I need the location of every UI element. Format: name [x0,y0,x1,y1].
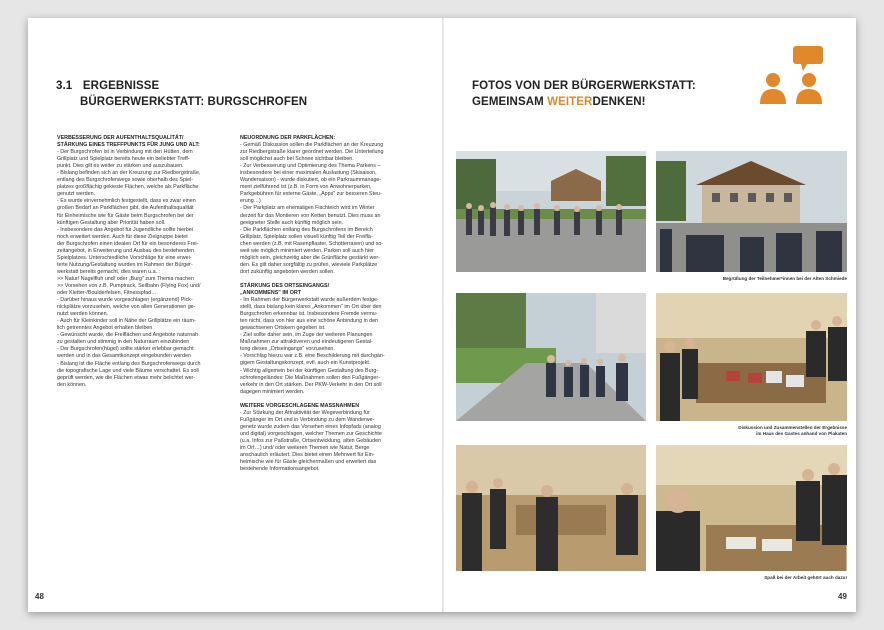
body-text-line: - Darüber hinaus wurde vorgeschlagen (ergänzend) Pick- [57,297,193,304]
col1-heading: STÄRKUNG EINES TREFFPUNKTS FÜR JUNG UND ALT: [57,142,200,149]
body-text-line: terte Nutzung/Gestaltung wurden im Rahmen der Bürger- [57,261,193,268]
body-text-line: - Gewünscht wurde, die Freiflächen und Angebote naturnah [57,332,199,339]
body-text-line: nutzt werden können. [57,311,109,318]
body-text-line: im Ort…) und/ oder weiteren Themen wie Natur, Berge [240,444,370,451]
book-spread [28,18,856,612]
body-text-line: genetz wurde zudem das Vorsehen eines Infopfads (analog [240,423,381,430]
photo-group-street [456,151,646,272]
col2-heading: STÄRKUNG DES ORTSEINGANGS/ [240,282,330,289]
body-text-line: - Zur Stärkung der Attraktivität der Wegeverbindung für [240,409,370,416]
body-text-line: ten nicht, dass von hier aus eine schöne Anbindung in den [240,318,379,325]
body-text-line: - Im Rahmen der Bürgerwerkstatt wurde außerdem festge- [240,297,379,304]
section-title [56,80,159,92]
body-text-line: geeigneter Stelle auch künftig möglich sein. [240,219,344,226]
body-text-line: verkehr in den Ort stärken. Der PKW-Verkehr in den Ort soll [240,381,382,388]
body-text-line: Grillplatz und Spielplatz bereits heute ein beliebter Treff- [57,156,190,163]
body-text-line: zu gestalten und stimmig in den Naturraum einzubinden [57,339,190,346]
caption-row3: Spaß bei der Arbeit gehört auch dazu! [764,575,847,580]
body-text-line: heimische wie für Gäste gleichermaßen und erweitert das [240,459,377,466]
body-text-line: den können. [57,381,87,388]
body-text-line: - Vorschlag hierzu war z.B. eine Beschilderung mit durchgän- [240,353,385,360]
body-text-line: zeitangebot, in Erweiterung und Ausbau des bestehenden [57,247,194,254]
body-text-line: genutzt werden. [57,191,96,198]
body-text-line: zur Riedbergstraße klarer geordnet werden. Die Unterteilung [240,149,384,156]
body-text-line: die topografische Lage und viele Bäume verschattet. Es soll [57,367,199,374]
body-text-line: weit wie möglich minimiert werden. Parken soll auch hier [240,247,374,254]
body-text-line: schrofengeländes: Die Maßnahmen sollen den Fußgänger- [240,374,380,381]
body-text-line: geprüft werden, wie die Flächen etwas mehr belichtet wer- [57,374,196,381]
page-fold [442,18,444,612]
body-text-line: der Burgschrofen einen idealen Ort für ein besonderes Frei- [57,240,199,247]
body-text-line: Wandersaison) - wurde diskutiert, ob ein Parkraummanage- [240,177,382,184]
caption-row2 [656,425,847,437]
body-text-line: nickplätze vorzusehen, welche von allen Generationen ge- [57,304,196,311]
body-text-line: Fußgänger im Ort und in Verbindung zu dem Wanderwe- [240,416,375,423]
photo-fun-at-work [656,445,847,571]
body-text-line: dort zukünftig angeboten werden sollen. [240,268,335,275]
body-text-line: großen Bedarf an Parkflächen gibt, die Aufenthaltsqualität [57,205,194,212]
body-text-line: erung…) [240,198,261,205]
body-text-line: soll möglichst auch bei Schnee sichtbar bleiben. [240,156,354,163]
caption-row1: Begrüßung der Teilnehmer*innen bei der Alten Schmiede [722,276,847,281]
body-text-line: Grillplatz, Spielplatz sollen visuell künftig Teil der Freiflä- [240,233,373,240]
body-text-line: gigem Gestaltungskonzept, evtl. auch ein Kunstprojekt. [240,360,371,367]
body-text-line: gewachsenen Ortskern gegeben ist. [240,325,326,332]
col2-heading: NEUORDNUNG DER PARKFLÄCHEN: [240,135,336,141]
body-text-line: - Der Burgschrofen ist in Verbindung mit den Hütten, dem [57,149,193,156]
photo-group-room [456,445,646,571]
section-title-line2: BÜRGERWERKSTATT: BURGSCHROFEN [80,96,308,108]
photo-walk-village [456,293,646,421]
body-text-line: tung dieses „Ortseingangs" vorzusehen. [240,346,335,353]
body-text-line: punkt. Dies gilt es weiter zu stärken und auszubauen. [57,163,184,170]
body-text-line: oder Kletter-/Boulderfelsen, Fitnesspfad… [57,290,157,297]
body-text-line: - Insbesondere das Angebot für Jugendliche sollte hierbei [57,226,194,233]
body-text-line: - Bislang befinden sich an der Kreuzung zur Riedbergstraße, [57,170,201,177]
title-post: DENKEN! [592,96,646,108]
body-text-line: lich getrenntes Angebot erhalten bleiben [57,325,153,332]
body-text-line: - Der Burgschrofen(hügel) sollte stärker erlebbar gemacht [57,346,194,353]
body-text-line: - Gemäß Diskussion sollen die Parkflächen an der Kreuzung [240,142,384,149]
body-text-line: - Auch für Kleinkinder soll in Nähe der Grillplätze ein räum- [57,318,196,325]
body-text-line: - Die Parkflächen entlang des Burgschrofens im Bereich [240,226,373,233]
caption-row2-line2: im Haus des Gastes anhand von Plakaten [756,431,847,437]
body-text-line: für Einheimische wie für Gäste beim Burgschrofen bei der [57,212,194,219]
title-pre: GEMEINSAM [472,96,548,108]
caption-row2-line1: Diskussion und Zusammenstellen der Ergebnisse [738,425,847,430]
body-text-line: werden und in das Gesamtkonzept eingebunden werden [57,353,191,360]
page-number-left: 48 [35,592,44,601]
body-text-line: Burgschrofen erkennbar ist. Insbesondere Fremde vermu- [240,311,378,318]
body-text-line: möglich sein, gleichzeitig aber die Grünfläche gestärkt wer- [240,254,380,261]
photos-title-line1: FOTOS VON DER BÜRGERWERKSTATT: [472,80,696,92]
section-title-line1: ERGEBNISSE [82,80,160,92]
text-column-2 [240,135,417,473]
body-text-line: ment zielführend ist (z.B. in Form von Anwohnerparken, [240,184,372,191]
body-text-line: anschaulich erläutert. Dies bietet einen Mehrwert für Ein- [240,452,375,459]
body-text-line: - Wichtig allgemein bei der künftigen Gestaltung des Burg- [240,367,379,374]
body-text-line: künftigen Gestaltung aber Priorität haben soll. [57,219,166,226]
col2-heading: „ANKOMMENS" IM ORT [240,289,302,296]
body-text-line: Maßnahmen zur attraktiveren und eindeutigeren Gestal- [240,339,373,346]
body-text-line: - Bislang ist die Fläche entlang des Burgschrofenwegs durch [57,360,201,367]
body-text-line: und digital) vorgeschlagen, welcher Themen zur Geschichte [240,430,382,437]
body-text-line: derzeit für das Montieren von Ketten benutzt. Dies muss an [240,212,381,219]
body-text-line: noch erweitert werden. Auch für diese Zielgruppe bietet [57,233,188,240]
body-text-line: stellt, dass bislang kein klares „Ankommen" im Ort über den [240,304,382,311]
body-text-line: entlang des Burgschrofenwegs sowie oberhalb des Spiel- [57,177,194,184]
body-text-line: den. Es gilt daher sorgfältig zu prüfen, wieviele Parkplätze [240,261,378,268]
page-number-right: 49 [838,592,847,601]
body-text-line: >> Vorsehen von z.B. Pumptrack, Seilbahn (Flying Fox) und/ [57,282,201,289]
col1-heading: VERBESSERUNG DER AUFENTHALTSQUALITÄT/ [57,135,184,141]
body-text-line: - Es wurde einvernehmlich festgestellt, dass es zwar einen [57,198,196,205]
body-text-line: Parkgebühren für externe Gäste, „Apps" zur besseren Steu- [240,191,382,198]
text-column-1 [57,135,235,389]
photo-alte-schmiede [656,151,847,272]
body-text-line: Spielplatzes. Unterschiedliche Vorschläge für eine erwei- [57,254,192,261]
body-text-line: - Der Parkplatz am ehemaligen Fischteich wird im Winter [240,205,375,212]
title-highlight: WEITER [547,96,593,108]
people-discussion-icon [759,44,827,108]
section-gap [240,276,417,283]
body-text-line: - Zur Verbesserung und Optimierung des Thema Parkens – [240,163,381,170]
body-text-line: >> Natur/ Nagelfluh und/ oder „Burg" zum Thema machen [57,275,194,282]
body-text-line: platzes großflächig gekieste Flächen, welche als Parkfläche [57,184,199,191]
body-text-line: chen werden (z.B. mit Rasenpflaster, Schotterrasen) und so- [240,240,384,247]
body-text-line: dagegen minimiert werden. [240,388,305,395]
body-text-line: - Ziel sollte daher sein, im Zuge der weiteren Planungen [240,332,373,339]
body-text-line: (u.a. Infos zur Paßstraße, Ortsentwicklung, alten Gebäuden [240,437,382,444]
body-text-line: insbesondere bei einer maximalen Auslastung (Skisaison, [240,170,377,177]
col2-heading: WEITERE VORGESCHLAGENE MASSNAHMEN [240,402,360,409]
photos-title-line2 [472,96,646,108]
section-gap [240,396,417,403]
section-number: 3.1 [56,80,73,92]
photo-posters-discussion [656,293,847,421]
body-text-line: werkstatt bereits gemacht, dies waren u.a. : [57,268,161,275]
body-text-line: bestehende Informationsangebot. [240,466,320,473]
